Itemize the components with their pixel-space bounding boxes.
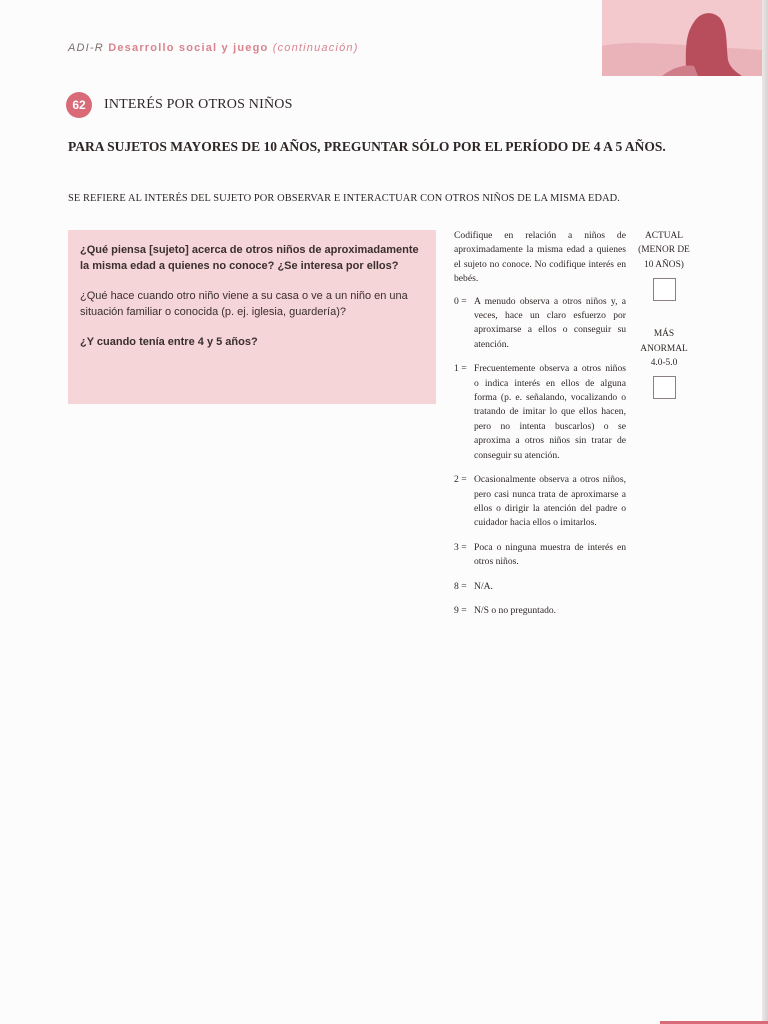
code-item (454, 541, 626, 570)
question-3: ¿Y cuando tenía entre 4 y 5 años? (80, 336, 258, 348)
score-column (628, 229, 700, 399)
definition-text: SE REFIERE AL INTERÉS DEL SUJETO POR OBSERVAR E INTERACTUAR CON OTROS NIÑOS DE LA MISMA EDAD. (68, 193, 620, 204)
question-2: ¿Qué hace cuando otro niño viene a su casa o ve a un niño en una situación familiar o conocida (p. ej. iglesia, guardería)? (80, 290, 408, 318)
code-item (454, 604, 626, 618)
header-title: Desarrollo social y juego (108, 42, 269, 54)
coding-column (454, 229, 626, 628)
code-item (454, 473, 626, 531)
code-description: A menudo observa a otros niños y, a veces, hace un claro esfuerzo por aproximarse a ellos o conseguir su atención. (474, 295, 626, 350)
current-score-label (628, 229, 700, 272)
current-score-box[interactable] (653, 278, 676, 301)
abnormal-age-range: 4.0-5.0 (650, 358, 678, 369)
abnormal-label-line-2: ANORMAL (640, 343, 688, 354)
code-key: 3 = (454, 541, 467, 553)
running-header (68, 42, 359, 54)
code-description: N/A. (474, 580, 493, 592)
corner-photo (602, 0, 762, 76)
page-edge (762, 0, 768, 1024)
code-key: 9 = (454, 604, 467, 616)
code-key: 0 = (454, 295, 467, 307)
header-code: ADI-R (68, 42, 104, 54)
code-description: Frecuentemente observa a otros niños o indica interés en ellos de alguna forma (p. e. señalando, vocalizando o tratando de imitar lo que ellos hacen, pero no intenta buscarlos) o se aproxima a otros niños sin tratar de conseguir su atención. (474, 363, 626, 461)
code-key: 8 = (454, 580, 467, 592)
code-item (454, 580, 626, 594)
current-label-line-2: (MENOR DE (638, 245, 690, 256)
question-1: ¿Qué piensa [sujeto] acerca de otros niños de aproximadamente la misma edad a quienes no conoce? ¿Se interesa por ellos? (80, 244, 419, 272)
most-abnormal-block (628, 327, 700, 399)
interview-questions-box (68, 230, 436, 404)
item-heading (66, 92, 293, 118)
code-description: Ocasionalmente observa a otros niños, pero casi nunca trata de aproximarse a ellos o dirigir la atención del padre o cuidador hacia ellos o imitarlos. (474, 474, 626, 529)
current-label-line-3: 10 AÑOS) (644, 259, 684, 270)
abnormal-label-line-1: MÁS (653, 329, 675, 340)
coding-instructions: Codifique en relación a niños de aproximadamente la misma edad a quienes el sujeto no conoce. No codifique interés en bebés. (454, 230, 626, 285)
code-item (454, 295, 626, 353)
abnormal-score-box[interactable] (653, 376, 676, 399)
code-description: N/S o no preguntado. (474, 604, 557, 616)
item-title: INTERÉS POR OTROS NIÑOS (104, 97, 293, 112)
abnormal-score-label (628, 327, 700, 370)
code-key: 2 = (454, 474, 467, 486)
code-item (454, 362, 626, 463)
header-continuation: (continuación) (272, 42, 359, 54)
current-label-line-1: ACTUAL (644, 231, 684, 241)
code-description: Poca o ninguna muestra de interés en otros niños. (474, 541, 626, 568)
code-key: 1 = (454, 363, 467, 375)
item-number-badge: 62 (66, 92, 92, 118)
instruction-text: PARA SUJETOS MAYORES DE 10 AÑOS, PREGUNTAR SÓLO POR EL PERÍODO DE 4 A 5 AÑOS. (68, 139, 666, 154)
